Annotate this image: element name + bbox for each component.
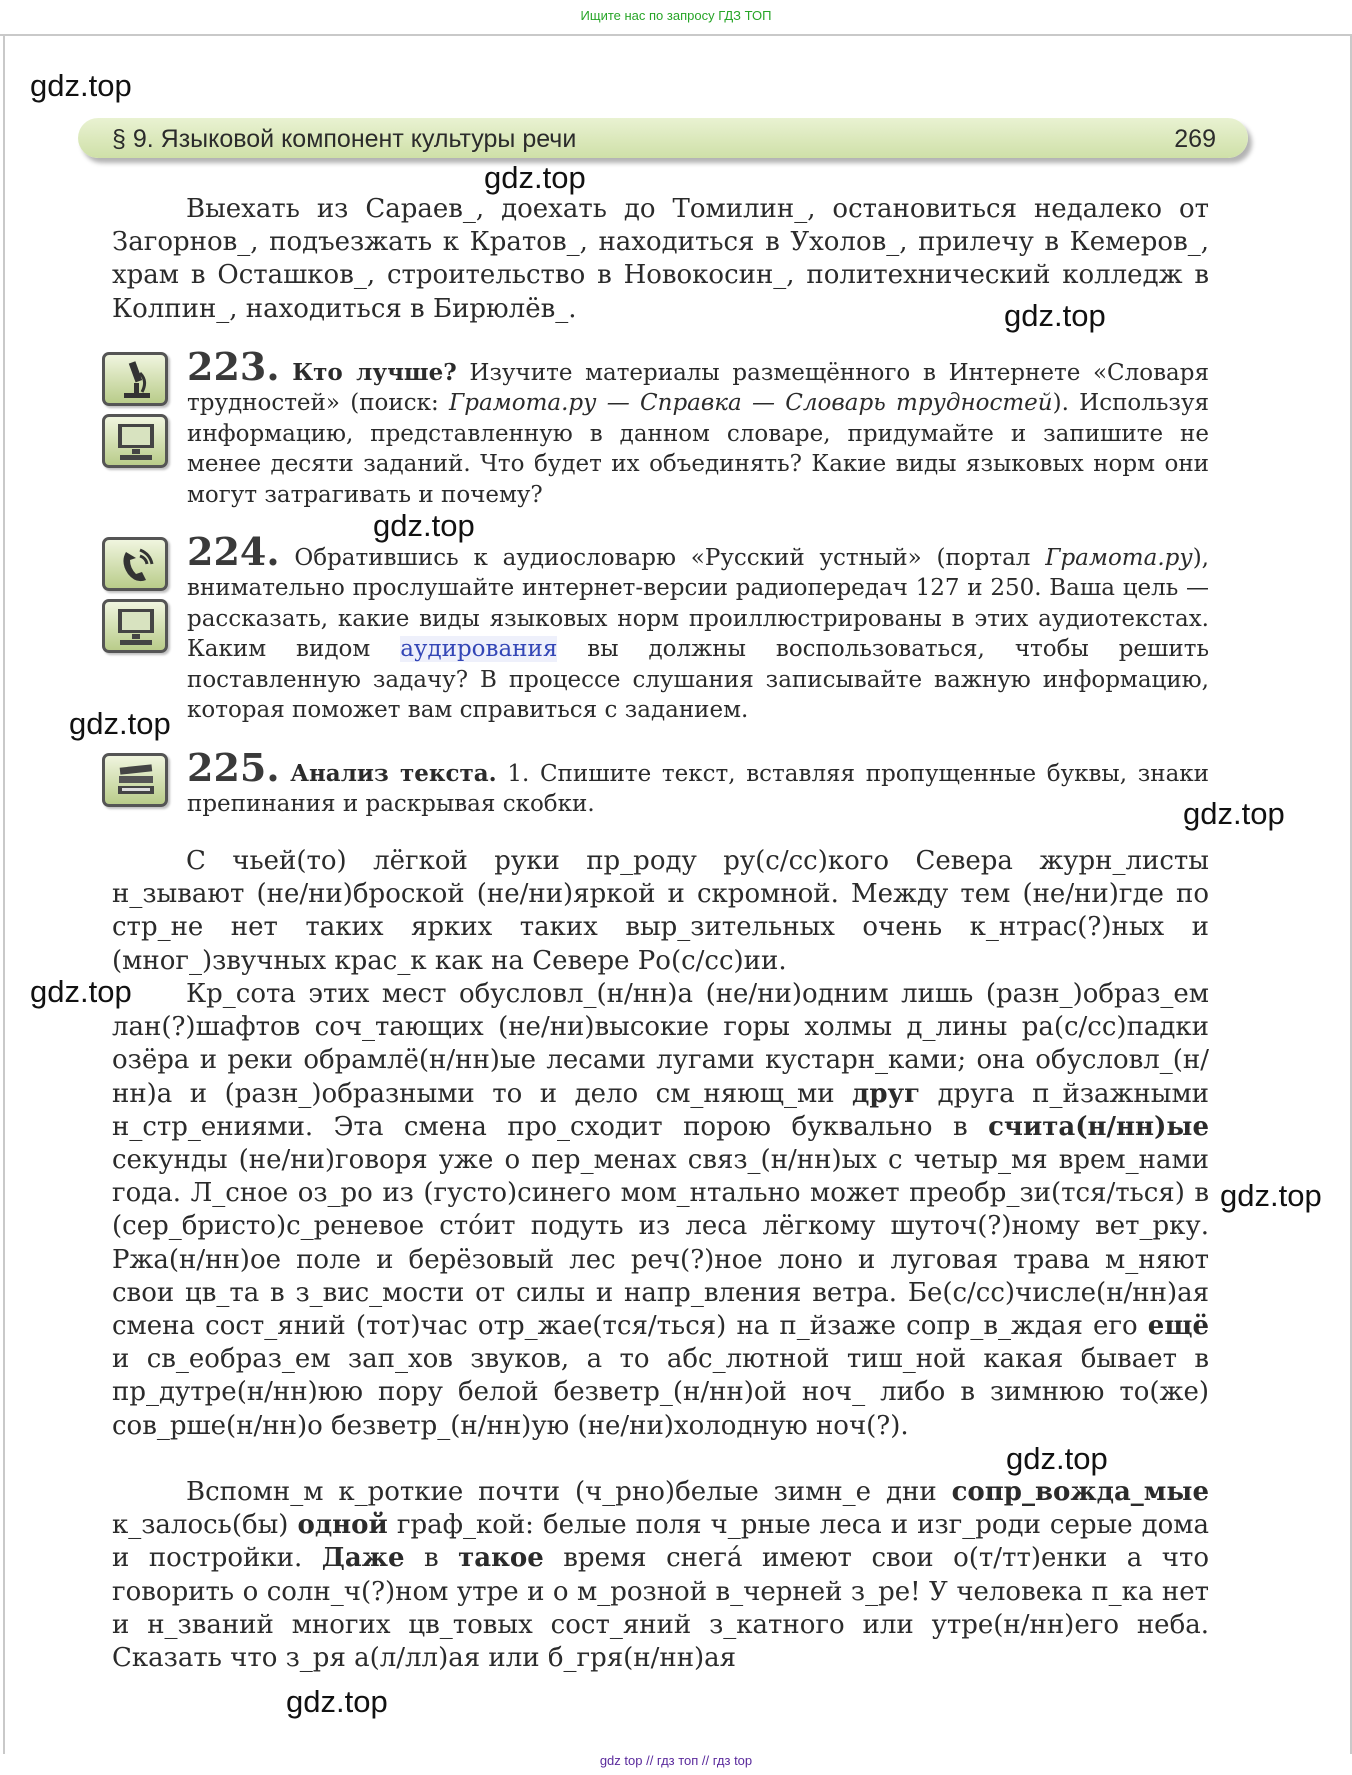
watermark: gdz.top xyxy=(1220,1178,1322,1213)
analysis-text-p2-f: ещё xyxy=(1147,1311,1209,1342)
intro-text: Выехать из Сараев_, доехать до Томилин_, остановиться недалеко от Загорнов_, подъезжать к Кратов_, находиться в Ухолов_, прилечу в Кемеров_, храм в Осташков_, строительство в Новокосин_, политехнический колледж в Колпин_, находиться в Бирюлёв_. xyxy=(112,194,1209,324)
analysis-text-p3-i: время снегá имеют свои о(т/тт)енки а что говорить о солн_ч(?)ном утре и о м_розной в_черней з_ре! У человека п_ка нет и н_званий многих цв_товых сост_яний з_катного или утре(н/нн)его неба. Сказать что з_ря а(л/лл)ая или б_гря(н/нн)ая xyxy=(112,1543,1210,1674)
page-number: 269 xyxy=(1174,125,1216,153)
exercise-223 xyxy=(187,344,1210,510)
analysis-text-p2-d: счита(н/нн)ые xyxy=(988,1111,1209,1142)
analysis-text-p2-b: друг xyxy=(852,1078,921,1109)
exercise-225-number: 225. xyxy=(187,745,280,790)
watermark: gdz.top xyxy=(30,974,132,1009)
analysis-text-p2-c: друга п_йзажными н_стр_ениями. Эта смена про_сходит порою буквально в xyxy=(112,1078,1209,1142)
analysis-text-p3-f: Даже xyxy=(321,1543,405,1574)
watermark: gdz.top xyxy=(1006,1441,1108,1476)
audirovanie-link[interactable]: аудирования xyxy=(400,636,558,663)
computer-icon xyxy=(102,599,168,653)
phone-icon xyxy=(102,537,168,591)
exercise-224-number: 224. xyxy=(187,529,280,574)
exercise-224 xyxy=(187,529,1209,725)
watermark: gdz.top xyxy=(373,508,475,543)
watermark: gdz.top xyxy=(484,160,586,195)
section-header xyxy=(78,118,1248,158)
bottom-banner[interactable]: gdz top // гдз топ // гдз top xyxy=(599,1753,753,1768)
watermark: gdz.top xyxy=(1004,298,1106,333)
watermark: gdz.top xyxy=(286,1684,388,1719)
left-border xyxy=(3,34,5,1754)
analysis-text-p3-a: Вспомн_м к_роткие почти (ч_рно)белые зимн_е дни xyxy=(186,1477,952,1507)
exercise-223-text-2: ). Используя информацию, представленную в данном словаре, придумайте и запишите не менее десяти заданий. Что будет их объединять? Какие виды языковых норм они могут затрагивать и почему? xyxy=(187,390,1209,508)
exercise-223-number: 223. xyxy=(187,344,280,389)
top-banner-text[interactable]: Ищите нас по запросу ГДЗ ТОП xyxy=(580,8,772,23)
analysis-text-p2-g: и св_еобраз_ем зап_хов звуков, а то абс_лютной тиш_ной какая бывает в пр_дутре(н/нн)юю пору белой безветр_(н/нн)ой ноч_ либо в зимнюю то(же) сов_рше(н/нн)о безветр_(н/нн)ую (не/ни)холодную ноч(?). xyxy=(112,1344,1209,1441)
computer-icon xyxy=(102,414,168,468)
exercise-224-italic: Грамота.ру xyxy=(1045,545,1193,571)
analysis-text-p3-b: сопр_вождa_мые xyxy=(951,1477,1209,1507)
exercise-225-title: Анализ текста. xyxy=(290,760,497,787)
analysis-text-p3-e: граф_кой: белые поля ч_рные леса и изг_роди серые дома и постройки. xyxy=(112,1510,1209,1574)
exercise-223-title: Кто лучше? xyxy=(292,359,457,386)
analysis-text-p2 xyxy=(112,978,1209,1443)
watermark: gdz.top xyxy=(1183,796,1285,831)
exercise-224-text-2: ), внимательно прослушайте интернет-версии радиопередач 127 и 250. Ваша цель — рассказать, какие виды языковых норм проиллюстрированы в этих аудиотекстах. Каким видом xyxy=(187,545,1209,663)
exercise-225 xyxy=(187,745,1210,820)
exercise-224-text-3: вы должны воспользоваться, чтобы решить поставленную задачу? В процессе слушания записывайте важную информацию, которая поможет вам справиться с заданием. xyxy=(187,636,1209,724)
exercise-223-text-1: Изучите материалы размещённого в Интернете «Словаря трудностей» (поиск: xyxy=(187,360,1210,417)
analysis-text-p1 xyxy=(112,845,1209,978)
analysis-text-p3-d: одной xyxy=(297,1510,388,1541)
exercise-223-italic: Грамота.ру — Справка — Словарь трудностей xyxy=(449,390,1053,417)
analysis-text-p3-g: в xyxy=(404,1543,459,1574)
analysis-text-p3 xyxy=(112,1476,1209,1675)
watermark: gdz.top xyxy=(69,706,171,741)
analysis-text-p3-c: к_залось(бы) xyxy=(112,1510,298,1541)
exercise-224-text-1: Обратившись к аудиословарю «Русский устный» (портал xyxy=(279,545,1046,571)
microscope-icon xyxy=(102,352,168,406)
watermark: gdz.top xyxy=(30,68,132,103)
exercise-225-text: 1. Спишите текст, вставляя пропущенные буквы, знаки препинания и раскрывая скобки. xyxy=(187,761,1210,818)
top-banner xyxy=(0,0,1352,36)
analysis-text-p2-a: Кр_сота этих мест обусловл_(н/нн)а (не/ни)одним лишь (разн_)образ_ем лан(?)шафтов соч_тающих (не/ни)высокие горы холмы д_лины ра(с/сс)падки озёра и реки обрамлё(н/нн)ые лесами лугами кустарн_ками; она обусловл_(н/нн)а и (разн_)образными то и дело см_няющ_ми xyxy=(112,979,1209,1109)
analysis-text-p1-content: С чьей(то) лёгкой руки пр_роду ру(с/сс)кого Севера журн_листы н_зывают (не/ни)броской (не/ни)яркой и скромной. Между тем (не/ни)где по стр_не нет таких ярких таких выр_зительных очень к_нтрас(?)ных и (мног_)звучных крас_к как на Севере Ро(с/сс)ии. xyxy=(112,846,1209,976)
analysis-text-p3-h: такое xyxy=(458,1543,544,1574)
books-icon xyxy=(102,753,168,807)
analysis-text-p2-e: секунды (не/ни)говоря уже о пер_менах связ_(н/нн)ых с четыр_мя врем_нами года. Л_сное оз_ро из (густо)синего мом_нтально может преобр_зи(тся/ться) в (сер_бристо)с_реневое сто́ит подуть из леса лёгкому шуточ(?)ному вет_рку. Ржа(н/нн)ое поле и берёзовый лес реч(?)ное лоно и луговая трава м_няют свои цв_та в з_вис_мости от силы и напр_вления ветра. Бе(с/сс)числе(н/нн)ая смена сост_яний (тот)час отр_жае(тся/ться) на п_йзаже сопр_в_ждая его xyxy=(112,1145,1209,1342)
section-title: § 9. Языковой компонент культуры речи xyxy=(112,125,577,153)
